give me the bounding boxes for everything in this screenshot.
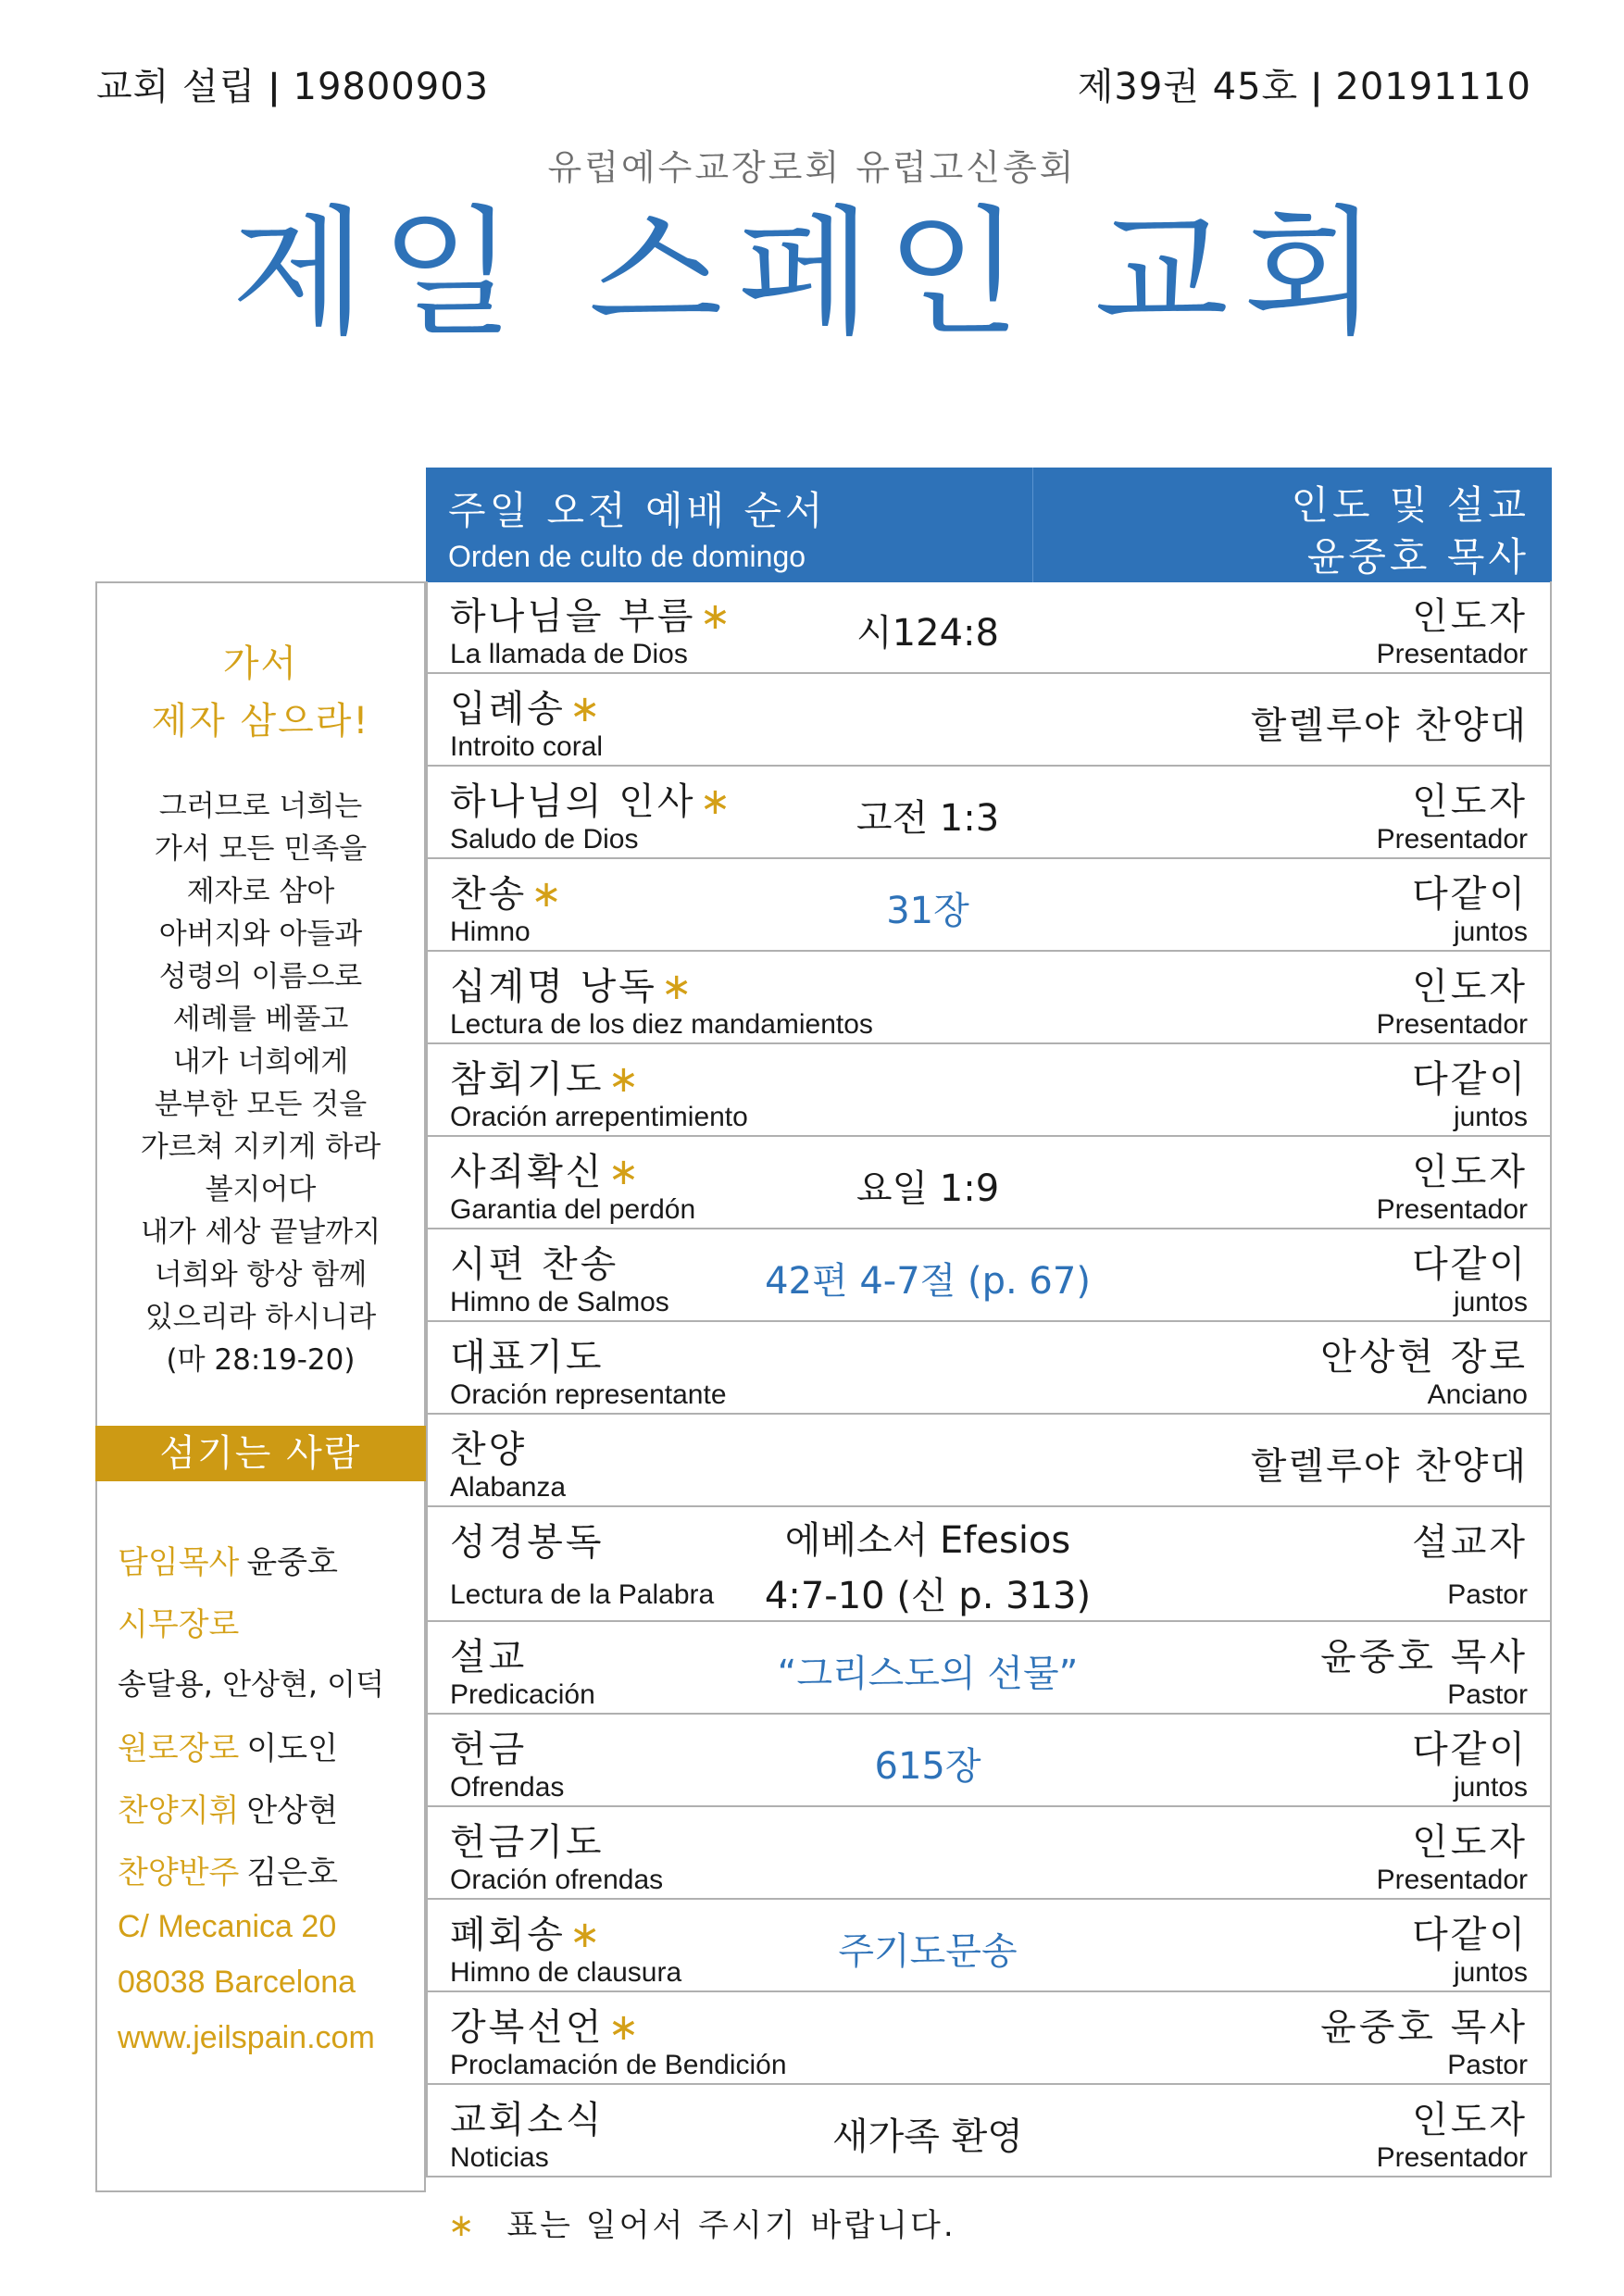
schedule-title-es: Orden de culto de domingo	[448, 540, 806, 573]
item-reference: 615장	[874, 1745, 981, 1788]
servant-row	[118, 1847, 423, 1909]
item-leader-es: Pastor	[1447, 1679, 1528, 1710]
item-reference: 주기도문송	[838, 1930, 1018, 1973]
item-title-text: 설교	[450, 1636, 528, 1678]
servant-name: 이도인	[246, 1730, 338, 1767]
item-title-es: Garantia del perdón	[450, 1194, 696, 1225]
header-divider	[1032, 468, 1033, 582]
item-leader: 다같이	[1412, 1728, 1528, 1771]
servant-row	[118, 1723, 423, 1785]
order-row	[428, 1900, 1550, 1992]
item-title-es: Introito coral	[450, 731, 604, 762]
servant-role: 시무장로	[118, 1606, 240, 1643]
servant-row	[118, 1537, 423, 1599]
item-leader-es: juntos	[1453, 1772, 1528, 1803]
item-leader-es: Anciano	[1427, 1379, 1528, 1410]
star-icon: ∗	[568, 1914, 604, 1956]
item-reference: 새가족 환영	[832, 2115, 1023, 2158]
star-icon: ∗	[607, 1151, 643, 1193]
item-leader: 안상현 장로	[1320, 1336, 1528, 1379]
order-row	[428, 767, 1550, 859]
item-leader: 인도자	[1412, 966, 1528, 1008]
schedule-header	[426, 468, 1552, 582]
order-row	[428, 1229, 1550, 1322]
item-leader-es: Pastor	[1447, 1579, 1528, 1610]
item-title-ko	[450, 1628, 527, 1680]
sidebar	[95, 581, 426, 2192]
verse-text	[97, 785, 424, 1381]
item-reference: 시124:8	[856, 612, 999, 655]
item-title-text: 하나님을 부름	[450, 595, 696, 638]
servant-role: 담임목사	[118, 1544, 240, 1581]
church-name: 제일 스페인 교회	[231, 193, 1393, 355]
verse-line: 너희와 항상 함께	[154, 1258, 368, 1292]
verse-line: 내가 세상 끝날까지	[140, 1216, 381, 1249]
item-title-es: Himno de clausura	[450, 1957, 682, 1988]
item-leader-es: Pastor	[1447, 2050, 1528, 2080]
item-reference: 고전 1:3	[856, 797, 1000, 840]
item-leader: 인도자	[1412, 1821, 1528, 1864]
item-title-es: Proclamación de Bendición	[450, 2050, 787, 2080]
item-title-text: 하나님의 인사	[450, 780, 696, 823]
item-title-es: Saludo de Dios	[450, 824, 639, 855]
servant-row	[118, 1785, 423, 1847]
servant-role: 원로장로	[118, 1730, 240, 1767]
item-leader: 인도자	[1412, 595, 1528, 638]
item-title-ko	[450, 1513, 605, 1566]
order-row	[428, 1507, 1550, 1622]
item-title-ko	[450, 1328, 605, 1380]
item-title-ko	[450, 680, 603, 732]
item-leader-es: Presentador	[1376, 1194, 1528, 1225]
item-title-es: La llamada de Dios	[450, 639, 688, 669]
item-leader: 인도자	[1412, 780, 1528, 823]
servant-name: 윤중호	[246, 1544, 338, 1581]
footnote-text: 표는 일어서 주시기 바랍니다.	[506, 2207, 956, 2244]
item-title-ko	[450, 1998, 642, 2051]
order-row	[428, 859, 1550, 952]
item-leader-es: Presentador	[1376, 1009, 1528, 1040]
star-icon: ∗	[607, 1058, 643, 1101]
item-title-ko	[450, 1905, 603, 1958]
founding-date: 교회 설립 ǀ 19800903	[96, 66, 490, 108]
servant-row	[118, 1661, 423, 1723]
servant-role: 찬양반주	[118, 1854, 240, 1891]
item-leader: 설교자	[1412, 1521, 1528, 1564]
verse-line: 세례를 베풀고	[172, 1003, 349, 1036]
star-icon: ∗	[699, 595, 734, 638]
item-title-text: 입례송	[450, 688, 566, 730]
item-title-es: Predicación	[450, 1679, 595, 1710]
item-leader: 다같이	[1412, 873, 1528, 916]
item-title-text: 십계명 낭독	[450, 966, 657, 1008]
item-title-ko	[450, 1813, 605, 1866]
servant-row	[118, 1599, 423, 1661]
footnote	[444, 2200, 956, 2245]
star-icon: ∗	[568, 688, 604, 730]
item-leader: 인도자	[1412, 1151, 1528, 1193]
item-leader: 다같이	[1412, 1058, 1528, 1101]
item-leader-es: Presentador	[1376, 2142, 1528, 2173]
item-reference	[613, 1513, 1243, 1624]
item-title-ko	[450, 1235, 618, 1288]
item-title-ko	[450, 2090, 605, 2143]
servant-role: 찬양지휘	[118, 1792, 240, 1829]
verse-line: 아버지와 아들과	[158, 917, 363, 951]
item-title-text: 대표기도	[450, 1336, 605, 1379]
verse-title-line: 가서	[222, 643, 299, 685]
order-row	[428, 1044, 1550, 1137]
star-icon: ∗	[531, 873, 565, 916]
order-row	[428, 1137, 1550, 1229]
order-row	[428, 1322, 1550, 1415]
item-leader: 인도자	[1412, 2099, 1528, 2141]
item-title-ko	[450, 1720, 527, 1773]
verse-line: 내가 너희에게	[172, 1045, 349, 1079]
item-title-ko	[450, 1420, 527, 1473]
item-leader-es: juntos	[1453, 917, 1528, 947]
item-leader-es: juntos	[1453, 1287, 1528, 1317]
item-title-text: 시편 찬송	[450, 1243, 619, 1286]
star-icon: ∗	[660, 966, 695, 1008]
item-leader: 할렐루야 찬양대	[1250, 1445, 1528, 1488]
item-title-ko	[450, 865, 565, 917]
item-title-text: 찬양	[450, 1429, 528, 1471]
verse-line: (마 28:19-20)	[166, 1343, 356, 1377]
verse-title-line: 제자 삼으라!	[151, 700, 370, 742]
denomination: 유럽예수교장로회 유럽고신총회	[547, 147, 1077, 188]
star-icon: ∗	[699, 780, 734, 823]
verse-line: 가서 모든 민족을	[154, 832, 368, 866]
item-title-es: Oración representante	[450, 1379, 727, 1410]
servant-name: 안상현	[246, 1792, 338, 1829]
star-icon: ∗	[607, 2006, 643, 2049]
item-title-es: Himno de Salmos	[450, 1287, 669, 1317]
item-title-text: 헌금기도	[450, 1821, 605, 1864]
item-title-es: Alabanza	[450, 1472, 567, 1503]
order-row	[428, 952, 1550, 1044]
order-row	[428, 581, 1550, 674]
star-icon: ∗	[448, 2207, 478, 2244]
leader-name: 윤중호 목사	[1306, 534, 1530, 580]
verse-line: 그러므로 너희는	[158, 790, 363, 823]
order-row	[428, 1992, 1550, 2085]
item-title-text: 폐회송	[450, 1914, 566, 1956]
reference-line: 4:7-10 (신 p. 313)	[764, 1575, 1092, 1617]
item-title-es: Lectura de la Palabra	[450, 1579, 715, 1610]
order-row	[428, 1807, 1550, 1900]
item-title-ko	[450, 1050, 642, 1103]
item-leader: 다같이	[1412, 1243, 1528, 1286]
item-title-text: 강복선언	[450, 2006, 605, 2049]
item-title-es: Oración ofrendas	[450, 1865, 664, 1895]
order-row	[428, 1715, 1550, 1807]
item-leader-es: juntos	[1453, 1957, 1528, 1988]
item-leader: 윤중호 목사	[1320, 1636, 1528, 1678]
leader-label: 인도 및 설교	[1291, 482, 1530, 528]
item-title-es: Ofrendas	[450, 1772, 565, 1803]
item-title-text: 찬송	[450, 873, 528, 916]
worship-order	[426, 581, 1552, 2177]
order-row	[428, 2085, 1550, 2177]
order-row	[428, 1622, 1550, 1715]
order-row	[428, 674, 1550, 767]
item-title-es: Lectura de los diez mandamientos	[450, 1009, 873, 1040]
item-leader: 할렐루야 찬양대	[1250, 705, 1528, 747]
verse-line: 가르쳐 지키게 하라	[140, 1130, 381, 1164]
item-reference: “그리스도의 선물”	[777, 1653, 1079, 1695]
item-title-text: 교회소식	[450, 2099, 605, 2141]
verse-line: 볼지어다	[205, 1173, 317, 1206]
verse-line: 성령의 이름으로	[158, 960, 363, 993]
servant-names: 송달용, 안상현, 이덕	[118, 1666, 384, 1702]
item-title-es: Noticias	[450, 2142, 549, 2173]
item-title-text: 참회기도	[450, 1058, 605, 1101]
website-link[interactable]: www.jeilspain.com	[118, 2020, 375, 2055]
item-title-ko	[450, 957, 694, 1010]
item-reference: 31장	[886, 890, 969, 932]
servants-title: 섬기는 사람	[95, 1426, 426, 1481]
item-leader-es: Presentador	[1376, 824, 1528, 855]
item-title-text: 성경봉독	[450, 1521, 605, 1564]
item-leader-es: Presentador	[1376, 1865, 1528, 1895]
address-line: C/ Mecanica 20	[118, 1909, 337, 1944]
item-leader: 윤중호 목사	[1320, 2006, 1528, 2049]
order-row	[428, 1415, 1550, 1507]
verse-line: 제자로 삼아	[186, 875, 335, 908]
address-line: 08038 Barcelona	[118, 1965, 356, 2000]
item-title-text: 사죄확신	[450, 1151, 605, 1193]
item-leader: 다같이	[1412, 1914, 1528, 1956]
verse-title	[97, 635, 424, 750]
item-title-es: Oración arrepentimiento	[450, 1102, 748, 1132]
item-reference: 42편 4-7절 (p. 67)	[765, 1260, 1091, 1303]
verse-line: 분부한 모든 것을	[154, 1088, 368, 1121]
servant-name: 김은호	[246, 1854, 338, 1891]
schedule-title-ko: 주일 오전 예배 순서	[448, 488, 827, 533]
verse-line: 있으리라 하시니라	[144, 1301, 377, 1334]
item-reference: 요일 1:9	[856, 1167, 1000, 1210]
item-leader-es: juntos	[1453, 1102, 1528, 1132]
reference-line: 에베소서 Efesios	[784, 1519, 1071, 1562]
item-title-es: Himno	[450, 917, 531, 947]
item-leader-es: Presentador	[1376, 639, 1528, 669]
issue-info: 제39권 45호 ǀ 20191110	[1077, 66, 1531, 108]
servants-list	[118, 1537, 423, 2076]
item-title-text: 헌금	[450, 1728, 528, 1771]
